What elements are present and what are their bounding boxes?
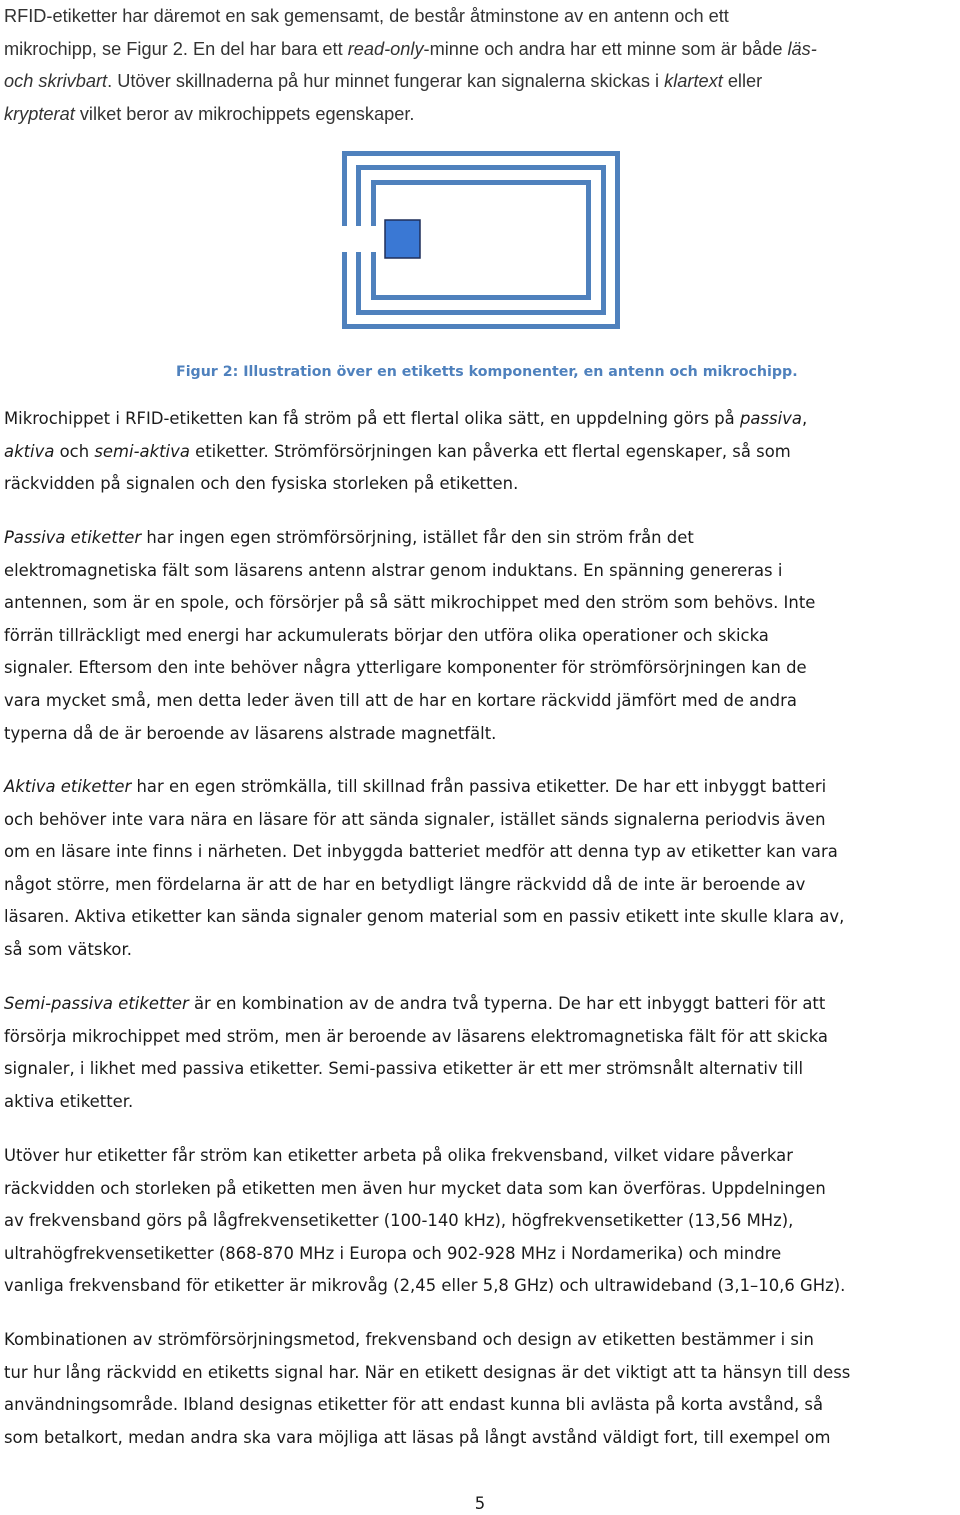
p1-italic-passiva: passiva	[739, 409, 802, 428]
p5-line-5: vanliga frekvensband för etiketter är mikrovåg (2,45 eller 5,8 GHz) och ultrawideband (3,1–10,6 GHz).	[4, 1276, 846, 1296]
p4-text: är en kombination av de andra två typerna. De har ett inbyggt batteri för att	[188, 994, 826, 1013]
p6-line-3: användningsområde. Ibland designas etiketter för att endast kunna bli avlästa på korta avstånd, så	[4, 1395, 824, 1415]
paragraph-power-intro	[4, 403, 960, 501]
p1-italic-semi-aktiva: semi-aktiva	[94, 441, 190, 461]
p2-line-4: förrän tillräckligt med energi har ackumulerats börjar den utföra olika operationer och skicka	[4, 625, 769, 645]
p5-line-2: räckvidden och storleken på etiketten men även hur mycket data som kan överföras. Uppdelningen	[4, 1178, 826, 1198]
paragraph-combination	[4, 1324, 960, 1454]
p2-italic-passiva-etiketter: Passiva etiketter	[4, 528, 142, 547]
intro-text: mikrochipp, se Figur 2. En del har bara ett	[4, 38, 348, 59]
microchip	[385, 220, 420, 258]
intro-text: -minne och andra har ett minne som är både	[423, 38, 788, 59]
intro-italic-las: läs-	[787, 38, 817, 59]
p6-line-4: som betalkort, medan andra ska vara möjliga att läsas på långt avstånd väldigt fort, till exempel om	[4, 1427, 831, 1447]
p4-line-2: försörja mikrochippet med ström, men är beroende av läsarens elektromagnetiska fält för att skicka	[4, 1026, 828, 1046]
p2-line-5: signaler. Eftersom den inte behöver några ytterligare komponenter för strömförsörjningen kan de	[4, 658, 807, 678]
p2-line-6: vara mycket små, men detta leder även till att de har en kortare räckvidd jämfört med de andra	[4, 690, 797, 710]
p3-line-6: så som vätskor.	[4, 939, 132, 959]
p3-text: har en egen strömkälla, till skillnad från passiva etiketter. De har ett inbyggt batteri	[131, 777, 827, 796]
p3-italic-aktiva-etiketter: Aktiva etiketter	[4, 777, 132, 796]
intro-text: eller	[722, 71, 763, 92]
figure-caption: Figur 2: Illustration över en etiketts komponenter, en antenn och mikrochipp.	[176, 364, 798, 380]
p1-text: och	[54, 441, 95, 461]
p4-line-3: signaler, i likhet med passiva etiketter. Semi-passiva etiketter är ett mer strömsnålt alternativ till	[4, 1059, 804, 1079]
p5-line-3: av frekvensband görs på lågfrekvensetiketter (100-140 kHz), högfrekvensetiketter (13,56 MHz),	[4, 1211, 794, 1231]
p3-line-4: något större, men fördelarna är att de har en betydligt längre räckvidd då de inte är beroende av	[4, 874, 806, 894]
p1-line-3: räckvidden på signalen och den fysiska storleken på etiketten.	[4, 474, 519, 494]
p3-line-2: och behöver inte vara nära en läsare för att sända signaler, istället sänds signalerna periodvis även	[4, 809, 826, 829]
p5-line-4: ultrahögfrekvensetiketter (868-870 MHz i Europa och 902-928 MHz i Nordamerika) och mindre	[4, 1243, 782, 1263]
intro-italic-krypterat: krypterat	[4, 103, 75, 124]
intro-line-1: RFID-etiketter har däremot en sak gemensamt, de består åtminstone av en antenn och ett	[4, 6, 729, 26]
paragraph-active-tags	[4, 771, 960, 967]
p1-italic-aktiva: aktiva	[4, 441, 55, 461]
p4-italic-semi-passiva-etiketter: Semi-passiva etiketter	[4, 994, 189, 1013]
paragraph-frequency-bands	[4, 1140, 960, 1303]
p2-line-3: antennen, som är en spole, och försörjer på så sätt mikrochippet med den ström som behövs. Inte	[4, 593, 816, 613]
p5-line-1: Utöver hur etiketter får ström kan etiketter arbeta på olika frekvensband, vilket vidare påverkar	[4, 1146, 793, 1165]
p4-line-4: aktiva etiketter.	[4, 1091, 134, 1111]
paragraph-semi-passive-tags	[4, 988, 960, 1118]
intro-italic-read-only: read-only	[347, 38, 424, 59]
p3-line-5: läsaren. Aktiva etiketter kan sända signaler genom material som en passiv etikett inte skulle klara av,	[4, 907, 845, 927]
rfid-tag-illustration	[342, 151, 620, 329]
p6-line-1: Kombinationen av strömförsörjningsmetod, frekvensband och design av etiketten bestämmer i sin	[4, 1330, 814, 1349]
intro-text: . Utöver skillnaderna på hur minnet fungerar kan signalerna skickas i	[107, 71, 665, 92]
p2-line-7: typerna då de är beroende av läsarens alstrade magnetfält.	[4, 723, 497, 743]
p2-text: har ingen egen strömförsörjning, istället får den sin ström från det	[141, 528, 694, 547]
intro-text: vilket beror av mikrochippets egenskaper.	[74, 103, 415, 124]
p1-text: Mikrochippet i RFID-etiketten kan få ström på ett flertal olika sätt, en uppdelning görs på	[4, 409, 740, 428]
page-number: 5	[474, 1494, 486, 1513]
p1-text: ,	[801, 409, 808, 428]
paragraph-passive-tags	[4, 522, 960, 750]
p1-text: etiketter. Strömförsörjningen kan påverka ett flertal egenskaper, så som	[189, 441, 791, 461]
p6-line-2: tur hur lång räckvidd en etiketts signal har. När en etikett designas är det viktigt att ta hänsyn till dess	[4, 1362, 851, 1382]
p2-line-2: elektromagnetiska fält som läsarens antenn alstrar genom induktans. En spänning genereras i	[4, 560, 783, 580]
p3-line-3: om en läsare inte finns i närheten. Det inbyggda batteriet medför att denna typ av etiketter kan vara	[4, 842, 838, 862]
intro-italic-skrivbart: och skrivbart	[4, 71, 108, 92]
intro-italic-klartext: klartext	[664, 71, 723, 92]
intro-paragraph	[4, 0, 960, 130]
